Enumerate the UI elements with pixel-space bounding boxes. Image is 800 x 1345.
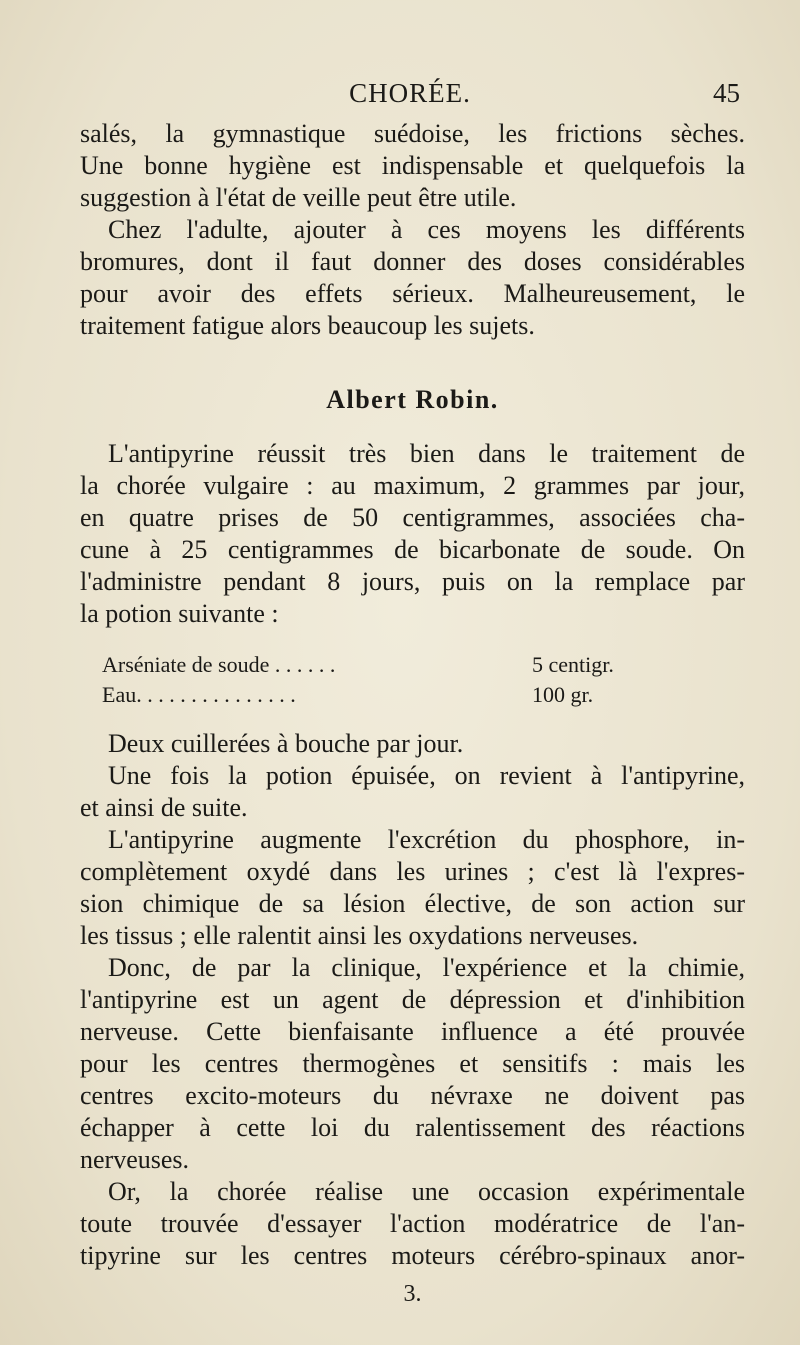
prescription-table [102,650,614,710]
text-line: suggestion à l'état de veille peut être utile. [80,183,517,212]
paragraph-hygiene [80,118,745,214]
page-number: 45 [713,78,740,108]
text-line: l'administre pendant 8 jours, puis on la remplace par [80,567,745,596]
prescription-item: Arséniate de soude . . . . . . [102,652,336,677]
text-line: l'antipyrine est un agent de dépression et d'inhibition [80,985,745,1014]
signature-mark: 3. [403,1281,422,1307]
text-line: Une bonne hygiène est indispensable et quelquefois la [80,151,745,180]
text-line: et ainsi de suite. [80,793,248,822]
text-line: Une fois la potion épuisée, on revient à l'antipyrine, [108,761,745,790]
text-line: Deux cuillerées à bouche par jour. [108,729,464,758]
text-line: nerveuse. Cette bienfaisante influence a été prouvée [80,1017,745,1046]
text-line: en quatre prises de 50 centigrammes, associées cha- [80,503,745,532]
paragraph-adult [80,214,745,342]
text-line: complètement oxydé dans les urines ; c'est là l'expres- [80,857,745,886]
text-line: Chez l'adulte, ajouter à ces moyens les différents [108,215,745,244]
paragraph-potion [80,760,745,824]
prescription-row [102,650,614,680]
text-line: nerveuses. [80,1145,190,1174]
text-line: L'antipyrine réussit très bien dans le traitement de [108,439,745,468]
paragraph-antipyrine [80,438,745,630]
text-line: toute trouvée d'essayer l'action modératrice de l'an- [80,1209,745,1238]
text-line: L'antipyrine augmente l'excrétion du phosphore, in- [108,825,745,854]
prescription-dose: 5 centigr. [532,652,614,677]
prescription-row [102,680,614,710]
text-line: salés, la gymnastique suédoise, les frictions sèches. [80,119,745,148]
text-line: la potion suivante : [80,599,279,628]
text-line: traitement fatigue alors beaucoup les sujets. [80,311,535,340]
text-line: échapper à cette loi du ralentissement des réactions [80,1113,745,1142]
text-line: bromures, dont il faut donner des doses considérables [80,247,745,276]
prescription-item: Eau. . . . . . . . . . . . . . . [102,682,296,707]
text-line: cune à 25 centigrammes de bicarbonate de soude. On [80,535,745,564]
text-line: les tissus ; elle ralentit ainsi les oxydations nerveuses. [80,921,639,950]
paragraph-clinique [80,952,745,1176]
text-line: sion chimique de sa lésion élective, de son action sur [80,889,745,918]
running-title: CHORÉE. [349,78,471,108]
text-line: pour les centres thermogènes et sensitifs : mais les [80,1049,745,1078]
paragraph-phosphore [80,824,745,952]
text-line: Donc, de par la clinique, l'expérience et la chimie, [108,953,745,982]
prescription-dose: 100 gr. [532,682,594,707]
paragraph-dosage [80,728,745,760]
paragraph-choree [80,1176,745,1272]
text-line: tipyrine sur les centres moteurs cérébro-spinaux anor- [80,1241,745,1270]
text-line: la chorée vulgaire : au maximum, 2 grammes par jour, [80,471,745,500]
text-line: centres excito-moteurs du névraxe ne doivent pas [80,1081,745,1110]
author-heading: Albert Robin. [326,385,499,414]
text-line: Or, la chorée réalise une occasion expérimentale [108,1177,745,1206]
page-header [80,78,740,118]
page-body [80,118,745,1272]
text-line: pour avoir des effets sérieux. Malheureusement, le [80,279,745,308]
